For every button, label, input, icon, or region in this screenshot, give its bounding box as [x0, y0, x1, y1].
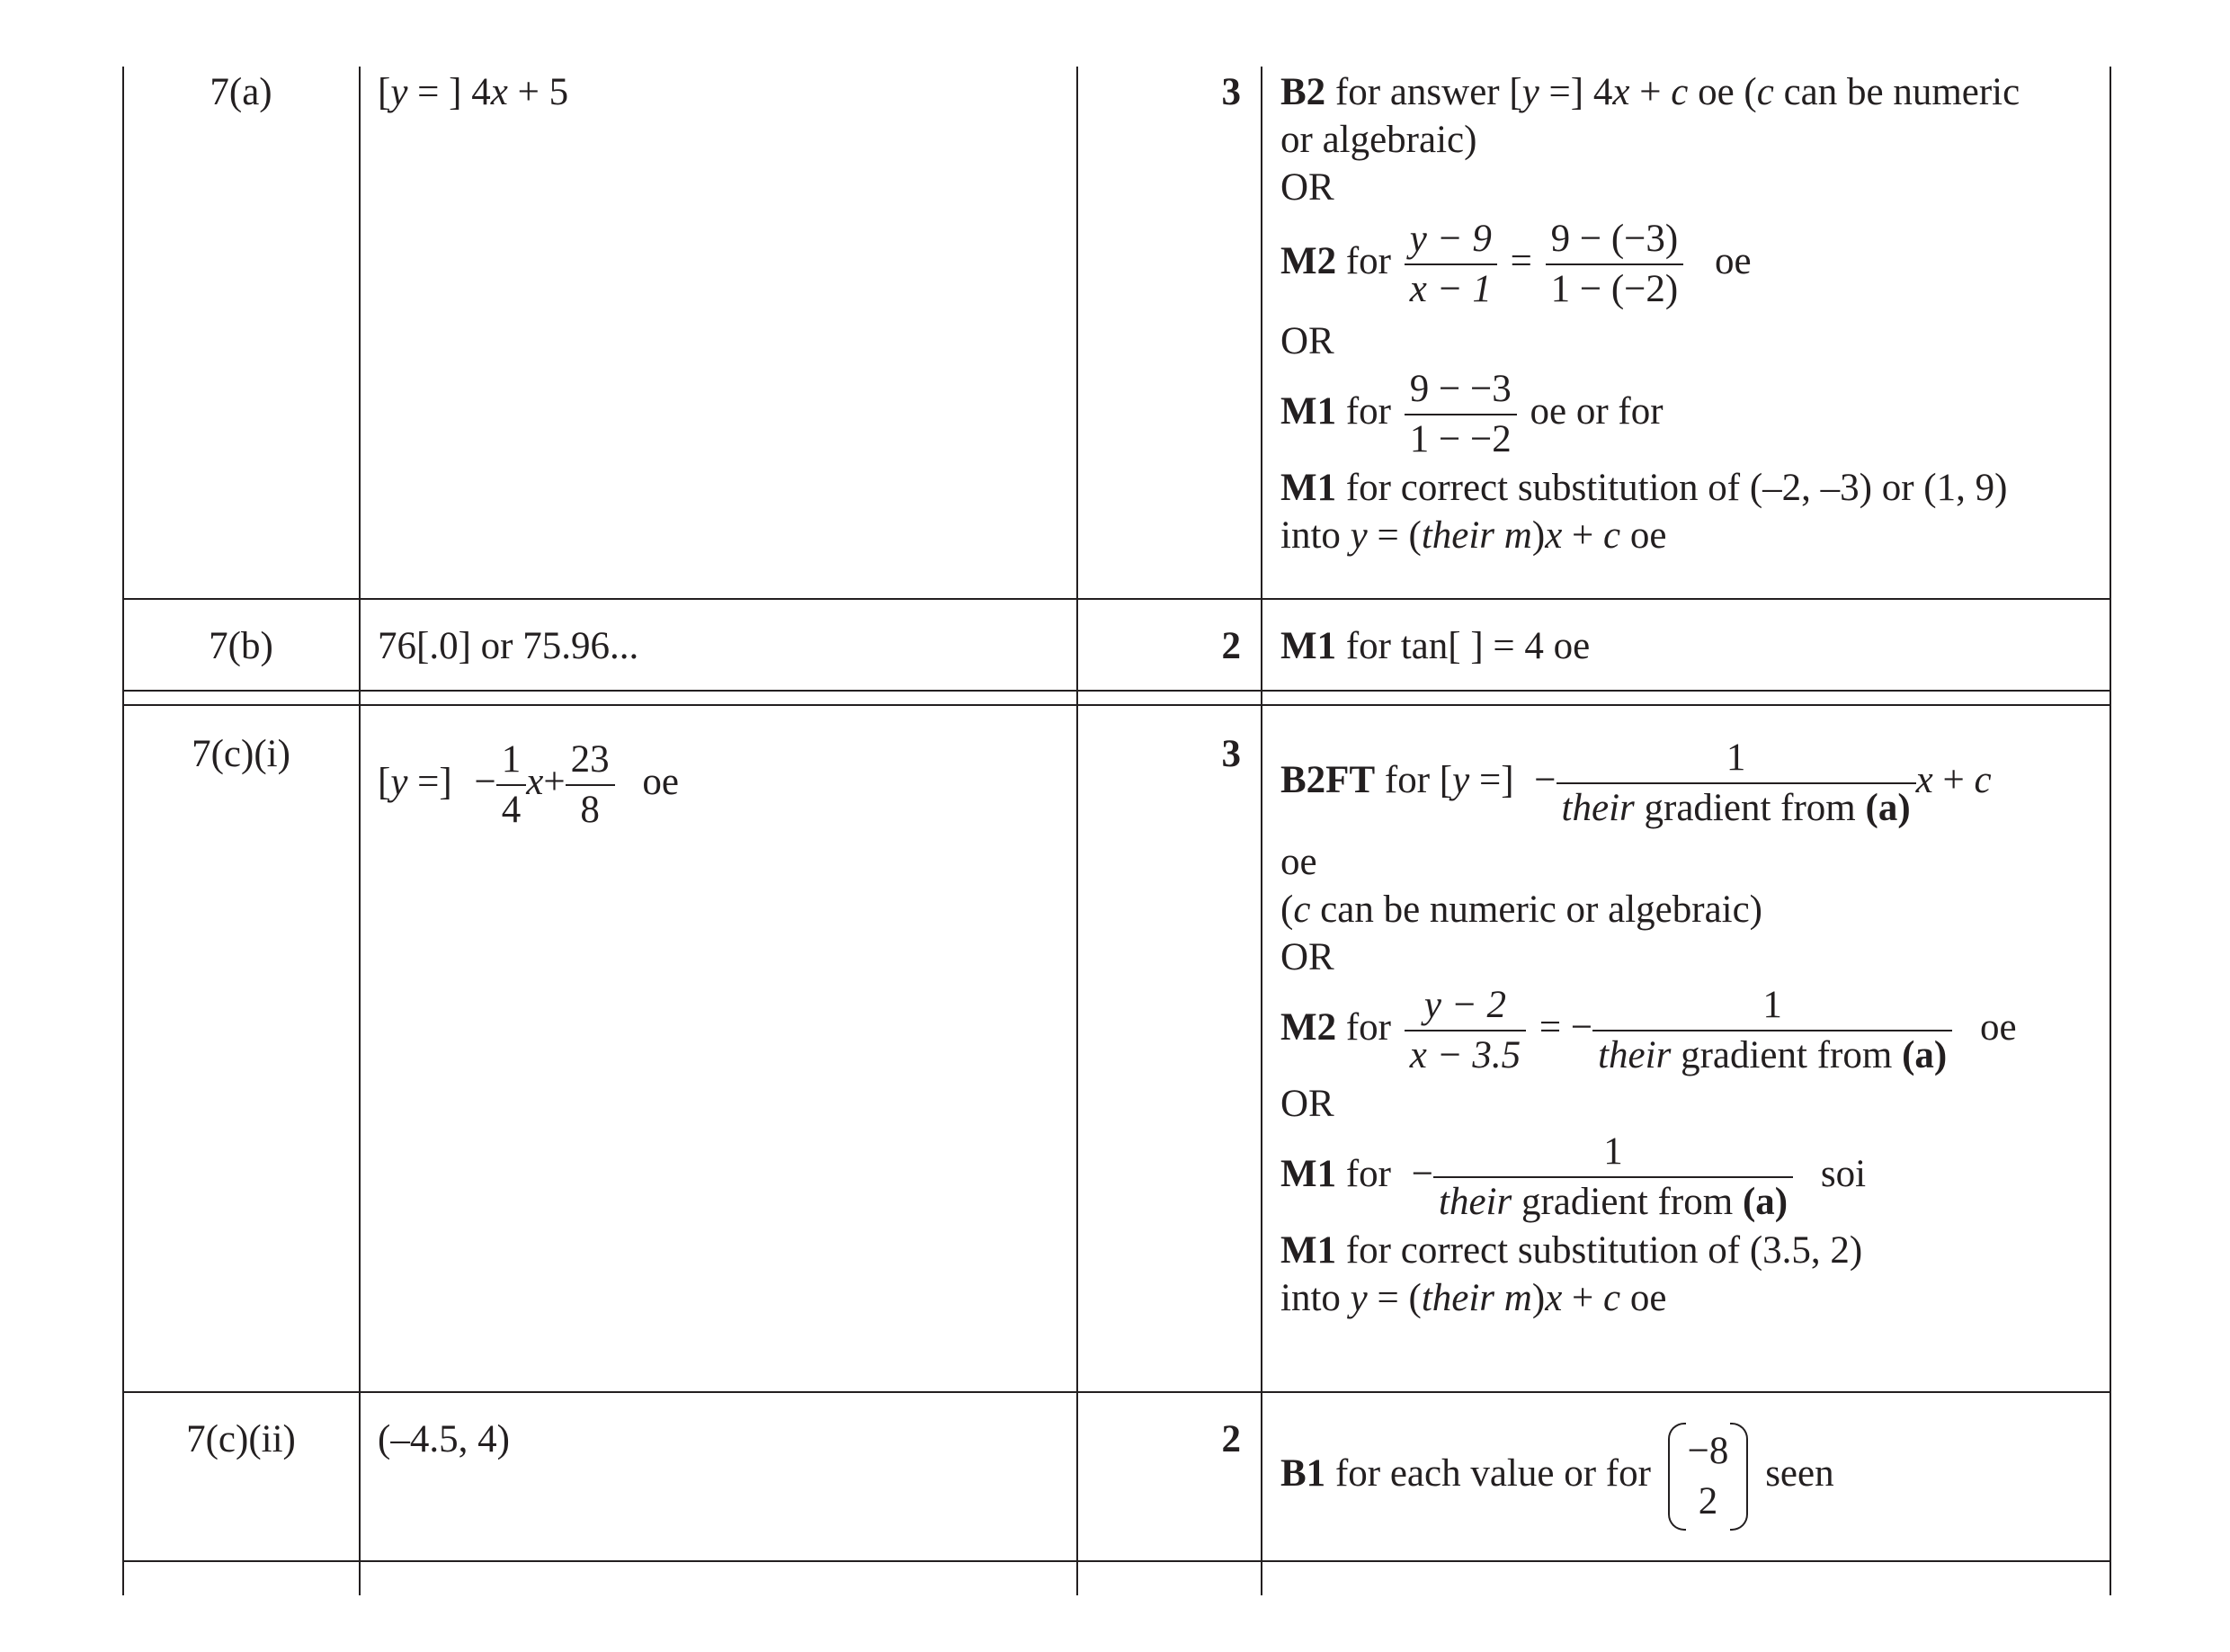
guidance-cell [1280, 734, 2099, 1322]
fraction: $\frac{9 - -3}{1 - -2}$ [1405, 365, 1517, 464]
column-divider-marks [1076, 67, 1078, 1595]
answer-cell [378, 736, 679, 835]
marks-cell: 3 [1221, 71, 1241, 113]
answer-cell: (–4.5, 4) [378, 1418, 510, 1460]
row-divider-7b-bottom [122, 690, 2111, 692]
fraction: $\frac{1}{4}$ [496, 736, 527, 835]
table-border-right [2110, 67, 2111, 1595]
marks-cell: 2 [1221, 1418, 1241, 1460]
guidance-line: into y = (their m)x + c oe [1280, 1277, 1667, 1319]
method-m1: M1 for correct substitution of (–2, –3) or (1, 9) [1280, 467, 2008, 509]
row-divider-7ci-7cii [122, 1391, 2111, 1393]
column-divider-answer [359, 67, 361, 1595]
row-divider-7cii-bottom [122, 1560, 2111, 1562]
guidance-line: or algebraic) [1280, 119, 1477, 161]
question-number: 7(c)(ii) [186, 1418, 296, 1460]
guidance-line: B2 for answer [y =] 4x + c oe (c can be numeric [1280, 71, 2020, 113]
or-label: OR [1280, 1083, 1334, 1125]
guidance-cell [1280, 1426, 1834, 1527]
method-m2: M2 for $\frac{y - 9}{x - 1}$ = $\frac{9 - (-3)}{1 - (-2)}$ oe [1280, 215, 2090, 314]
column-vector: −8 2 [1668, 1426, 1749, 1527]
answer-cell: [y = ] 4x + 5 [378, 71, 569, 113]
marks-cell: 2 [1221, 625, 1241, 667]
question-number: 7(c)(i) [192, 733, 290, 775]
method-b2ft: B2FT for [y =] − $\frac{1}{\text{their gradient from (a)}}$ x + c [1280, 734, 2099, 833]
fraction: $\frac{1}{\text{their gradient from (a)}}$ [1557, 734, 1916, 833]
method-b1: B1 for each value or for −8 2 seen [1280, 1426, 1834, 1527]
guidance-line: (c can be numeric or algebraic) [1280, 889, 1763, 931]
method-m1: M1 for $\frac{9 - -3}{1 - -2}$ oe or for [1280, 365, 2090, 464]
fraction: $\frac{y - 9}{x - 1}$ [1405, 215, 1497, 314]
question-number: 7(a) [210, 71, 272, 113]
row-divider-7a-7b [122, 598, 2111, 600]
marks-cell: 3 [1221, 733, 1241, 775]
fraction: $\frac{9 - (-3)}{1 - (-2)}$ [1546, 215, 1684, 314]
method-m1: M1 for − $\frac{1}{\text{their gradient from (a)}}$ soi [1280, 1128, 2099, 1227]
fraction: $\frac{23}{8}$ [566, 736, 615, 835]
answer-expression: [y =] − $\frac{1}{4}$ x+ $\frac{23}{8}$ oe [378, 736, 679, 835]
guidance-line: oe [1280, 841, 1317, 883]
or-label: OR [1280, 936, 1334, 978]
row-divider-7ci-top [122, 704, 2111, 706]
fraction: $\frac{y - 2}{x - 3.5}$ [1405, 981, 1526, 1080]
table-border-left [122, 67, 124, 1595]
question-number: 7(b) [209, 625, 273, 667]
column-divider-guidance [1261, 67, 1262, 1595]
or-label: OR [1280, 166, 1334, 209]
method-m1: M1 for correct substitution of (3.5, 2) [1280, 1229, 1863, 1272]
guidance-cell: M1 for tan[ ] = 4 oe [1280, 625, 1591, 667]
method-m2: M2 for $\frac{y - 2}{x - 3.5}$ = − $\frac{1}{\text{their gradient from (a)}}$ oe [1280, 981, 2099, 1080]
or-label: OR [1280, 320, 1334, 362]
answer-cell: 76[.0] or 75.96... [378, 625, 639, 667]
guidance-cell [1280, 68, 2090, 559]
guidance-line: into y = (their m)x + c oe [1280, 514, 1667, 557]
fraction: $\frac{1}{\text{their gradient from (a)}}$ [1433, 1128, 1793, 1227]
fraction: $\frac{1}{\text{their gradient from (a)}}$ [1592, 981, 1952, 1080]
